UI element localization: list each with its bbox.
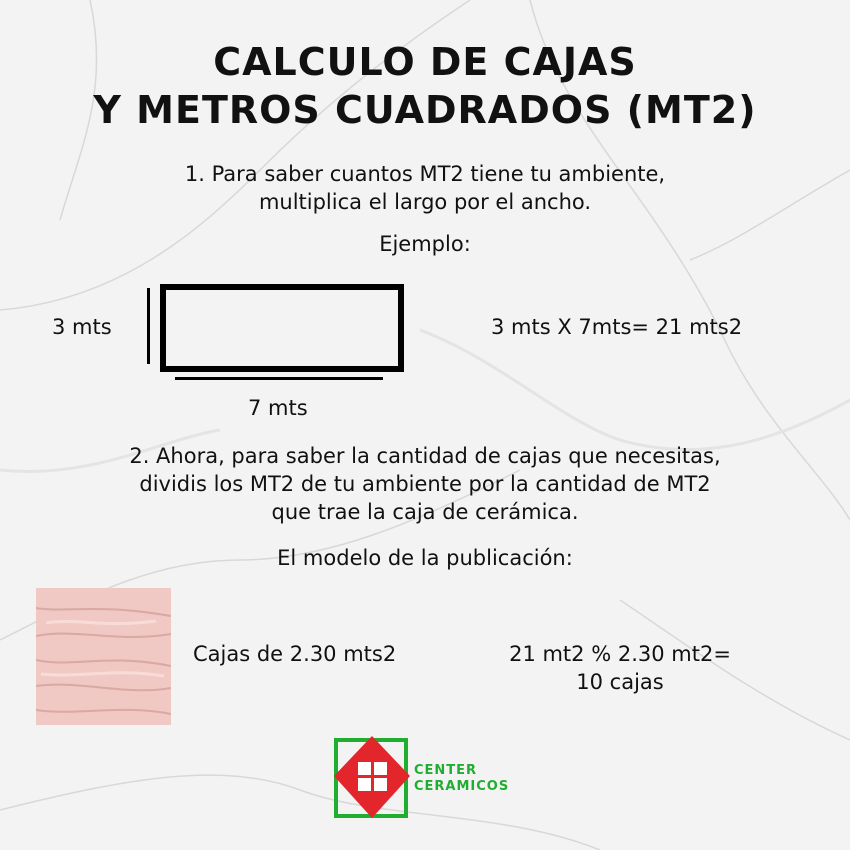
step-1-text — [0, 160, 850, 216]
model-label: El modelo de la publicación: — [277, 546, 573, 570]
width-label: 7 mts — [248, 396, 308, 420]
page-title — [0, 38, 850, 134]
step-2-text — [0, 442, 850, 526]
logo-text — [414, 763, 509, 795]
step-1-line-1: 1. Para saber cuantos MT2 tiene tu ambiente, — [184, 162, 666, 186]
width-dimension-line — [175, 377, 383, 380]
step-2-line-2: dividis los MT2 de tu ambiente por la cantidad de MT2 — [139, 472, 711, 496]
height-label: 3 mts — [52, 315, 112, 339]
logo-line-1: CENTER — [414, 763, 478, 778]
title-line-2: Y METROS CUADRADOS (MT2) — [93, 88, 757, 132]
title-line-1: CALCULO DE CAJAS — [213, 40, 637, 84]
step-2-line-1: 2. Ahora, para saber la cantidad de cajas que necesitas, — [129, 444, 721, 468]
example-label: Ejemplo: — [379, 232, 471, 256]
boxes-formula-line-2: 10 cajas — [576, 670, 664, 694]
step-1-line-2: multiplica el largo por el ancho. — [258, 190, 592, 214]
room-rectangle — [160, 284, 404, 372]
boxes-formula — [470, 640, 770, 696]
boxes-size-label: Cajas de 2.30 mts2 — [193, 642, 397, 666]
boxes-formula-line-1: 21 mt2 % 2.30 mt2= — [509, 642, 731, 666]
logo-line-2: CERAMICOS — [414, 779, 510, 794]
step-2-line-3: que trae la caja de cerámica. — [271, 500, 579, 524]
ceramic-tile-image — [36, 588, 171, 725]
height-dimension-line — [147, 288, 150, 364]
area-formula: 3 mts X 7mts= 21 mts2 — [491, 315, 743, 339]
